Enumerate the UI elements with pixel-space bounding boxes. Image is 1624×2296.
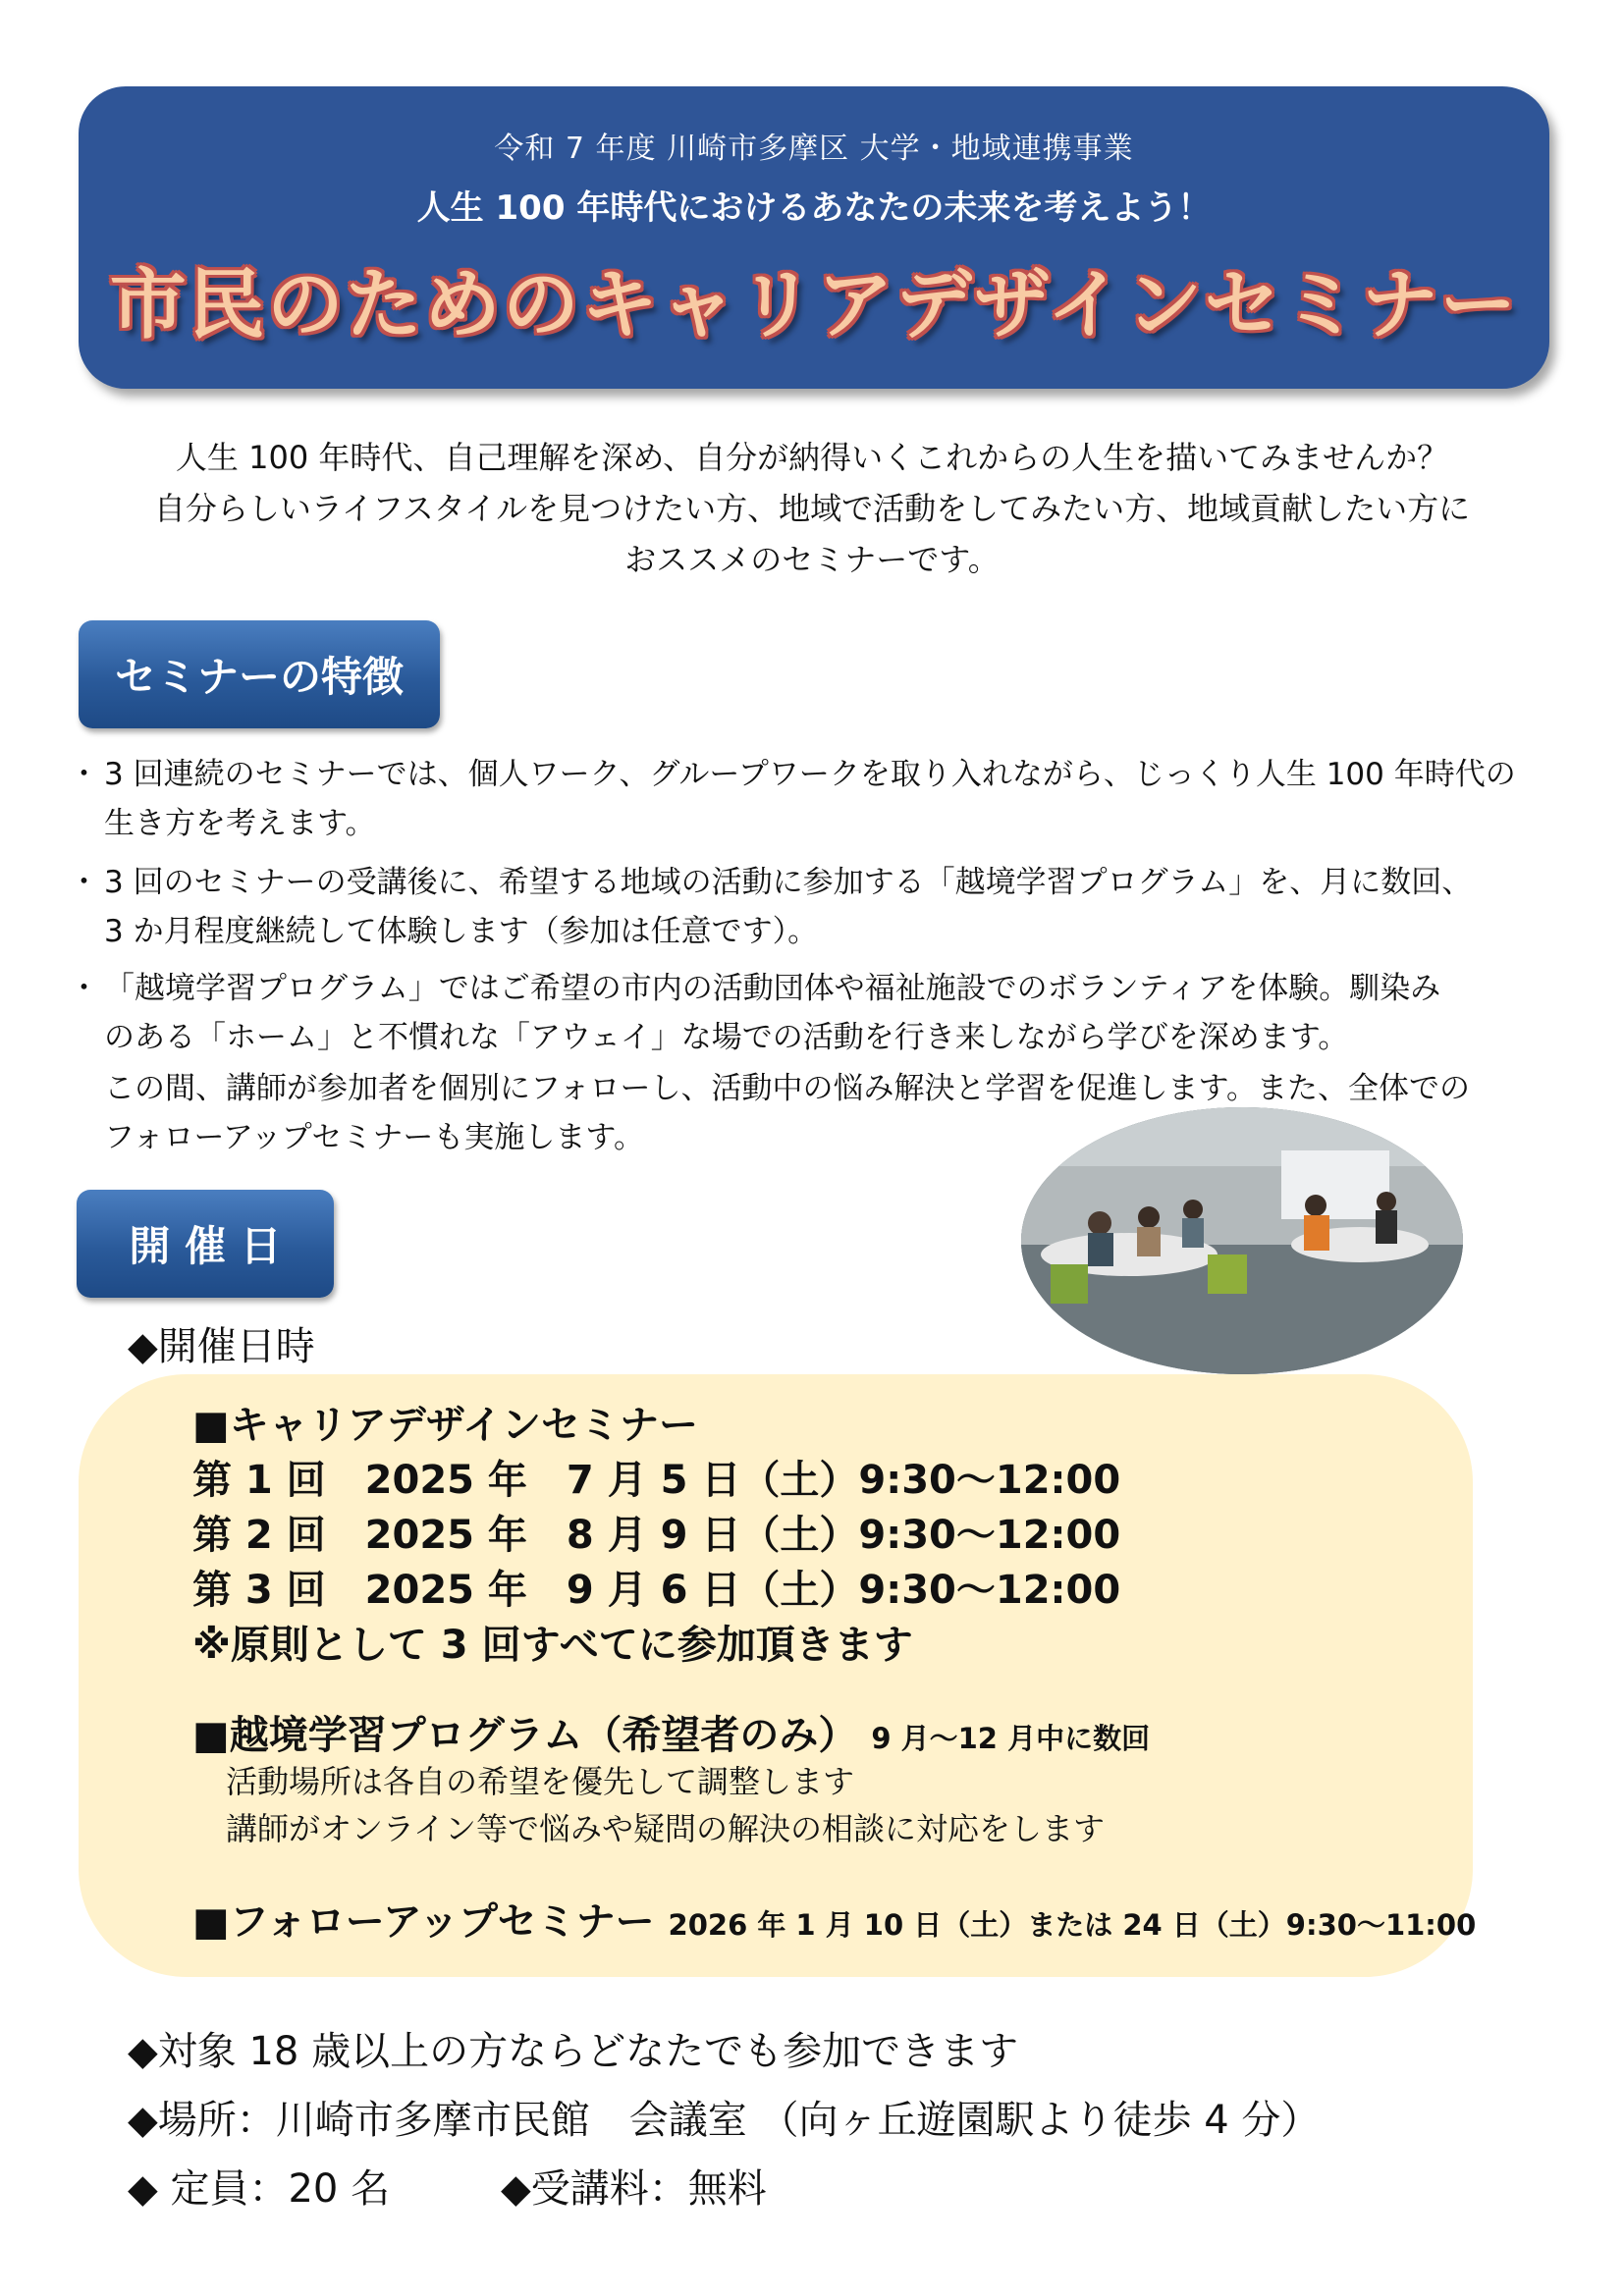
dates-subheading: ◆開催日時 — [128, 1324, 315, 1369]
bullet-icon: ・ — [69, 971, 99, 1006]
banner-subtitle-program: 令和 7 年度 川崎市多摩区 大学・地域連携事業 — [494, 132, 1134, 166]
feature-item-1: ・ 3 回連続のセミナーでは、個人ワーク、グループワークを取り入れながら、じっくり人生 100 年時代の 生き方を考えます。 — [69, 750, 1591, 848]
seminar-title: ■キャリアデザインセミナー — [192, 1403, 698, 1448]
target-info: ◆対象 18 歳以上の方ならどなたでも参加できます — [128, 2029, 1019, 2074]
program-period: 9 月〜12 月中に数回 — [871, 1722, 1151, 1755]
session-3: 第 3 回 2025 年 9 月 6 日（土）9:30〜12:00 — [192, 1568, 1121, 1613]
dates-heading: 開 催 日 — [77, 1190, 334, 1298]
program-line-2: 講師がオンライン等で悩みや疑問の解決の相談に対応をします — [226, 1810, 1106, 1847]
intro-line-1: 人生 100 年時代、自己理解を深め、自分が納得いくこれからの人生を描いてみませんか？ — [175, 439, 1449, 476]
program-line-1: 活動場所は各自の希望を優先して調整します — [226, 1763, 855, 1800]
feature-item-3: ・ 「越境学習プログラム」ではご希望の市内の活動団体や福祉施設でのボランティアを体験。馴染み のある「ホーム」と不慣れな「アウェイ」な場での活動を行き来しながら学びを深めます。 — [69, 964, 1591, 1062]
intro-line-2: 自分らしいライフスタイルを見つけたい方、地域で活動をしてみたい方、地域貢献したい方に — [153, 490, 1471, 527]
followup-date: 2026 年 1 月 10 日（土）または 24 日（土）9:30〜11:00 — [668, 1908, 1477, 1942]
attendance-note: ※原則として 3 回すべてに参加頂きます — [192, 1623, 913, 1668]
banner-title: 市民のためのキャリアデザインセミナー — [109, 261, 1519, 349]
fee-info: ◆受講料：無料 — [501, 2166, 767, 2212]
bullet-icon: ・ — [69, 757, 99, 792]
program-title: ■越境学習プログラム（希望者のみ） 9 月〜12 月中に数回 — [192, 1713, 1151, 1758]
session-2: 第 2 回 2025 年 8 月 9 日（土）9:30〜12:00 — [192, 1513, 1121, 1558]
place-info: ◆場所：川崎市多摩市民館 会議室 （向ヶ丘遊園駅より徒歩 4 分） — [128, 2098, 1321, 2143]
capacity-info: ◆ 定員：20 名 — [128, 2166, 391, 2212]
header-banner — [79, 86, 1549, 389]
feature-item-2: ・ 3 回のセミナーの受講後に、希望する地域の活動に参加する「越境学習プログラム」を、月に数回、 3 か月程度継続して体験します（参加は任意です）。 — [69, 858, 1591, 956]
bullet-icon: ・ — [69, 865, 99, 900]
intro-line-3: おススメのセミナーです。 — [624, 541, 1000, 578]
banner-subtitle-theme: 人生 100 年時代におけるあなたの未来を考えよう！ — [416, 188, 1212, 228]
seminar-photo — [1021, 1107, 1463, 1374]
followup-title: ■フォローアップセミナー 2026 年 1 月 10 日（土）または 24 日（土）9:30〜11:00 — [192, 1899, 1477, 1945]
features-heading: セミナーの特徴 — [79, 620, 440, 728]
session-1: 第 1 回 2025 年 7 月 5 日（土）9:30〜12:00 — [192, 1458, 1121, 1503]
feature-note: この間、講師が参加者を個別にフォローし、活動中の悩み解決と学習を促進します。また、全体での フォローアップセミナーも実施します。 — [104, 1071, 1470, 1155]
